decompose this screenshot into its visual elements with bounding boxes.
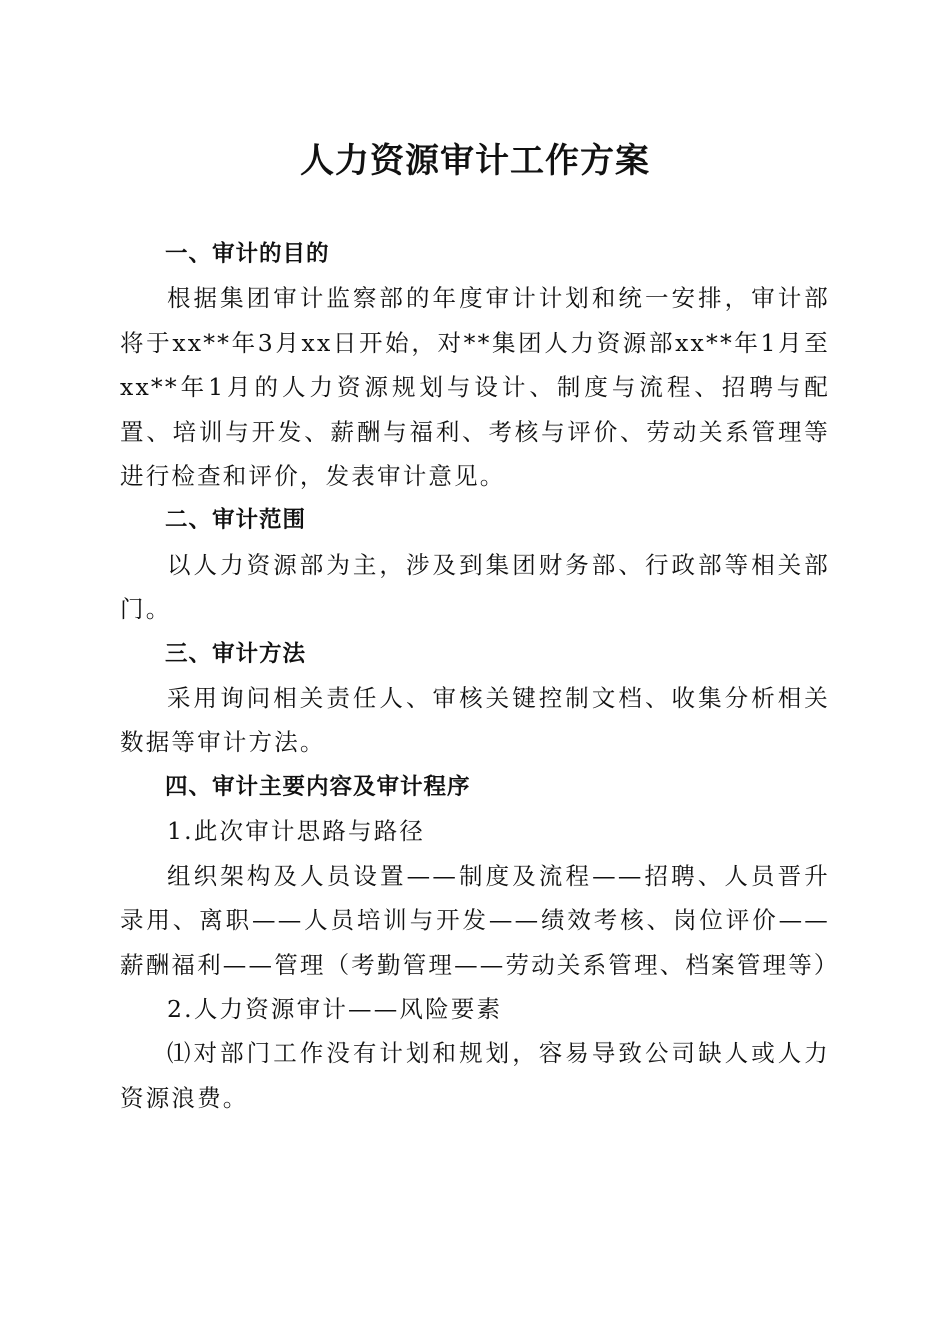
paragraph-purpose: 根据集团审计监察部的年度审计计划和统一安排，审计部将于xx**年3月xx日开始，对**集团人力资源部xx**年1月至xx**年1月的人力资源规划与设计、制度与流程、招聘与配置、培训与开发、薪酬与福利、考核与评价、劳动关系管理等进行检查和评价，发表审计意见。 [120, 284, 830, 491]
paragraph-scope: 以人力资源部为主，涉及到集团财务部、行政部等相关部门。 [120, 550, 830, 624]
section-heading-method: 三、审计方法 [165, 640, 307, 667]
paragraph-subheading-risk: 2.人力资源审计——风险要素 [167, 994, 503, 1023]
paragraph-risk-1: ⑴对部门工作没有计划和规划，容易导致公司缺人或人力资源浪费。 [120, 1039, 830, 1112]
document-title: 人力资源审计工作方案 [300, 141, 650, 181]
section-heading-content: 四、审计主要内容及审计程序 [165, 773, 471, 800]
paragraph-method: 采用询问相关责任人、审核关键控制文档、收集分析相关数据等审计方法。 [120, 684, 830, 757]
paragraph-approach: 组织架构及人员设置——制度及流程——招聘、人员晋升录用、离职——人员培训与开发——绩效考核、岗位评价——薪酬福利——管理（考勤管理——劳动关系管理、档案管理等） [120, 861, 840, 979]
document-body [120, 232, 840, 1120]
section-heading-purpose: 一、审计的目的 [165, 241, 330, 267]
paragraph-subheading-approach: 1.此次审计思路与路径 [167, 817, 426, 846]
section-heading-scope: 二、审计范围 [165, 507, 307, 534]
